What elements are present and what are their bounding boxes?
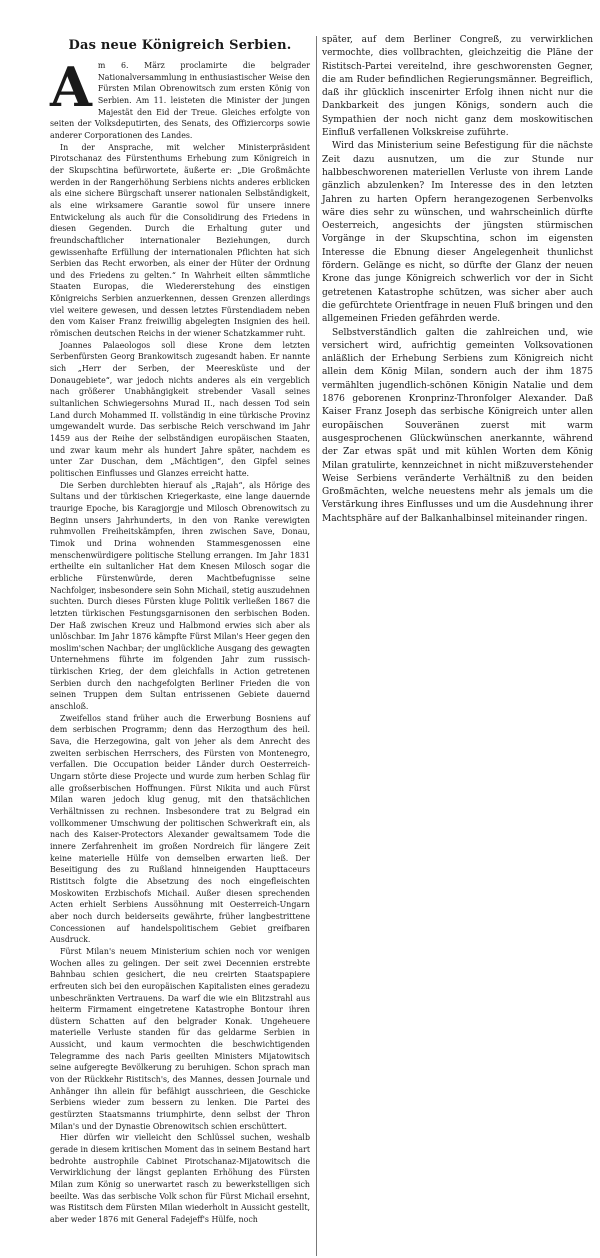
paragraph-7: Hier dürfen wir vielleicht den Schlüssel suchen, weshalb gerade in diesem kritischen Moment das in seinem Bestand hart bedrohte austrophile Cabinet Pirotschanaz-Mijatowitsch die Verwirklichung der längst geplanten Erhöhung des Fürsten Milan zum König so unerwartet rasch zu bewerkstelligen sich beeilte. Was das serbische Volk schon für Fürst Michail ersehnt, was Ristitsch dem Fürsten Milan wiederholt in Aussicht gestellt, aber weder 1876 mit General Fadejeff's Hülfe, noch (50, 1133, 310, 1224)
paragraph-9: Wird das Ministerium seine Befestigung für die nächste Zeit dazu ausnutzen, um die zur Stunde nur halbbeschworenen materiellen Verluste von ihrem Lande gänzlich abzulenken? Im Interesse des in den letzten Jahren zu harten Opfern herangezogenen Serbenvolks wäre dies sehr zu wünschen, und wahrscheinlich dürfte Oesterreich, angesichts der jüngsten stürmischen Vorgänge in der Skupschtina, schon im eigensten Interesse die Ebnung dieser Angelegenheit thunlichst fördern. Gelänge es nicht, so dürfte der Glanz der neuen Krone das junge Königreich schwerlich vor der in Sicht getretenen Katastrophe schützen, was sicher aber auch die gefürchtete Orientfrage in neuen Fluß bringen und den allgemeinen Frieden gefährden werde. (322, 141, 593, 325)
left-column (50, 55, 310, 1226)
paragraph-3: Joannes Palaeologos soll diese Krone dem letzten Serbenfürsten Georg Brankowitsch zugesandt haben. Er nannte sich „Herr der Serben, der Meeresküste und der Donaugebiete“, war jedoch nichts anderes als ein vergeblich nach größerer Unabhängigkeit strebender Vasall seines sultanlichen Schwiegersohns Murad II., nach dessen Tod sein Land durch Mohammed II. vollständig in eine türkische Provinz umgewandelt wurde. Das serbische Reich verschwand im Jahr 1459 aus der Reihe der selbständigen europäischen Staaten, und zwar kaum mehr als hundert Jahre später, nachdem es unter Zar Duschan, dem „Mächtigen“, den Gipfel seines politischen Einflusses und Glanzes erreicht hatte. (50, 340, 310, 478)
paragraph-4: Die Serben durchlebten hierauf als „Rajah“, als Hörige des Sultans und der türkischen Kriegerkaste, eine lange dauernde traurige Epoche, bis Karagjorgje und Milosch Obrenowitsch zu Beginn unsers Jahrhunderts, in den von Ranke verewigten ruhmvollen Freiheitskämpfen, ihren zwischen Save, Donau, Timok und Drina wohnenden Stammesgenossen eine menschenwürdigere politische Stellung errangen. Im Jahr 1831 ertheilte ein sultanlicher Hat dem Knesen Milosch sogar die erbliche Fürstenwürde, deren Machtbefugnisse seine Nachfolger, insbesondere sein Sohn Michail, stetig auszudehnen suchten. Durch dieses Fürsten kluge Politik verließen 1867 die letzten türkischen Festungsgarnisonen den serbischen Boden. Der Haß zwischen Kreuz und Halbmond erwies sich aber als unlöschbar. Im Jahr 1876 kämpfte Fürst Milan's Heer gegen den moslim'schen Nachbar; der unglückliche Ausgang des gewagten Unternehmens führte im folgenden Jahr zum russisch-türkischen Krieg, der dem gleichfalls in Action getretenen Serbien durch den nachgefolgten Berliner Frieden die von seinen Truppen dem Sultan entrissenen Gebiete dauernd anschloß. (50, 480, 310, 712)
paragraph-6: Fürst Milan's neuem Ministerium schien noch vor wenigen Wochen alles zu gelingen. Der seit zwei Decennien erstrebte Bahnbau schien gesichert, die neu creirten Staatspapiere erfreuten sich bei den europäischen Kapitalisten eines geradezu unbeschränkten Vertrauens. Da warf die wie ein Blitzstrahl aus heiterm Firmament eingetretene Katastrophe Bontour ihren düstern Schatten auf den belgrader Konak. Ungeheuere materielle Verluste standen für das geldarme Serbien in Aussicht, und kaum vermochten die beschwichtigenden Telegramme des nach Paris geeilten Ministers Mijatowitsch seine aufgeregte Bevölkerung zu beruhigen. Schon sprach man von der Rückkehr Ristitsch's, des Mannes, dessen Journale und Anhänger ihn allein für befähigt ausschrieen, die Geschicke Serbiens wieder zum bessern zu lenken. Die Partei des gestürzten Staatsmanns triumphirte, denn selbst der Thron Milan's und der Dynastie Obrenowitsch schien erschüttert. (50, 946, 310, 1131)
paragraph-8: später, auf dem Berliner Congreß, zu verwirklichen vermochte, dies vollbrachten, gleichzeitig die Pläne der Ristitsch-Partei vereitelnd, ihre geschworensten Gegner, die am Ruder befindlichen Regierungsmänner. Begreiflich, daß ihr glücklich inscenirter Erfolg ihnen nicht nur die Dankbarkeit des jungen Königs, sondern auch die Sympathien der noch nicht ganz dem moskowitischen Einfluß verfallenen Volkskreise zuführte. (322, 35, 593, 139)
paragraph-2: In der Ansprache, mit welcher Ministerpräsident Pirotschanaz des Fürstenthums Erhebung zum Königreich in der Skupschtina befürwortete, äußerte er: „Die Großmächte werden in der Rangerhöhung Serbiens nichts anderes erblicken als eine sichere Bürgschaft unserer nationalen Selbständigkeit, als eine wirksamere Garantie sowol für unsere innere Entwickelung als auch für die Consolidirung des Friedens in diesen Gegenden. Durch die Erhaltung guter und freundschaftlicher internationaler Beziehungen, durch gewissenhafte Erfüllung der internationalen Pflichten hat sich Serbien das Recht erworben, als einer der Hüter der Ordnung und des Friedens zu gelten.“ In Wahrheit eilten sämmtliche Staaten Europas, die Wiedererstehung des einstigen Königreichs Serbien anzuerkennen, dessen Grenzen allerdings viel weitere gewesen, und dessen letztes Fürstendiadem neben den vom Kaiser Franz freiwillig abgelegten Insignien des heil. römischen deutschen Reichs in der wiener Schatzkammer ruht. (50, 142, 310, 339)
right-column (322, 34, 593, 526)
paragraph-5: Zweifellos stand früher auch die Erwerbung Bosniens auf dem serbischen Programm; denn das Herzogthum des heil. Sava, die Herzegowina, galt von jeher als dem Anrecht des zweiten serbischen Herrschers, des Fürsten von Montenegro, verfallen. Die Occupation beider Länder durch Oesterreich-Ungarn störte diese Projecte und wurde zum herben Schlag für alle großserbischen Hoffnungen. Fürst Nikita und auch Fürst Milan waren jedoch klug genug, mit den thatsächlichen Verhältnissen zu rechnen. Insbesondere trat zu Belgrad ein vollkommener Umschwung der politischen Schwerkraft ein, als nach des Kaiser-Protectors Alexander gewaltsamem Tode die innere Zerfahrenheit im großen Nordreich für längere Zeit keine materielle Hülfe von demselben erwarten ließ. Der Beseitigung des zu Rußland hinneigenden Haupttaceurs Ristitsch folgte die Absetzung des noch eingefleischten Moskowiten Erzbischofs Michail. Außer diesen sprechenden Acten erhielt Serbiens Aussöhnung mit Oesterreich-Ungarn aber noch durch beiderseits gewährte, früher langbestrittene Concessionen auf handelspolitischem Gebiet greifbaren Ausdruck. (50, 713, 310, 945)
article-title: Das neue Königreich Serbien. (68, 38, 292, 53)
paragraph-10: Selbstverständlich galten die zahlreichen und, wie versichert wird, aufrichtig gemeinten Volksovationen anläßlich der Erhebung Serbiens zum Königreich nicht allein dem König Milan, sondern auch der ihm 1875 vermählten jugendlich-schönen Königin Natalie und dem 1876 geborenen Kronprinz-Thronfolger Alexander. Daß Kaiser Franz Joseph das serbische Königreich unter allen europäischen Souveränen zuerst mit warm ausgesprochenen Glückwünschen anerkannte, während der Zar etwas spät und mit kühlen Worten dem König Milan gratulirte, kennzeichnet in nicht mißzuverstehender Weise Serbiens veränderte Verhältniß zu den beiden Großmächten, welche neuestens mehr als jemals um die Verstärkung ihres Einflusses und um die Ausdehnung ihrer Machtsphäre auf der Balkanhalbinsel miteinander ringen. (322, 327, 593, 524)
column-divider (316, 36, 317, 1256)
paragraph-1: Am 6. März proclamirte die belgrader Nationalversammlung in enthusiastischer Weise den Fürsten Milan Obrenowitsch zum ersten König von Serbien. Am 11. leisteten die Minister der jungen Majestät den Eid der Treue. Gleiches erfolgte von seiten der Volksdeputirten, des Senats, des Offiziercorps sowie anderer Corporationen des Landes. (50, 55, 310, 140)
drop-cap: A (50, 55, 92, 119)
